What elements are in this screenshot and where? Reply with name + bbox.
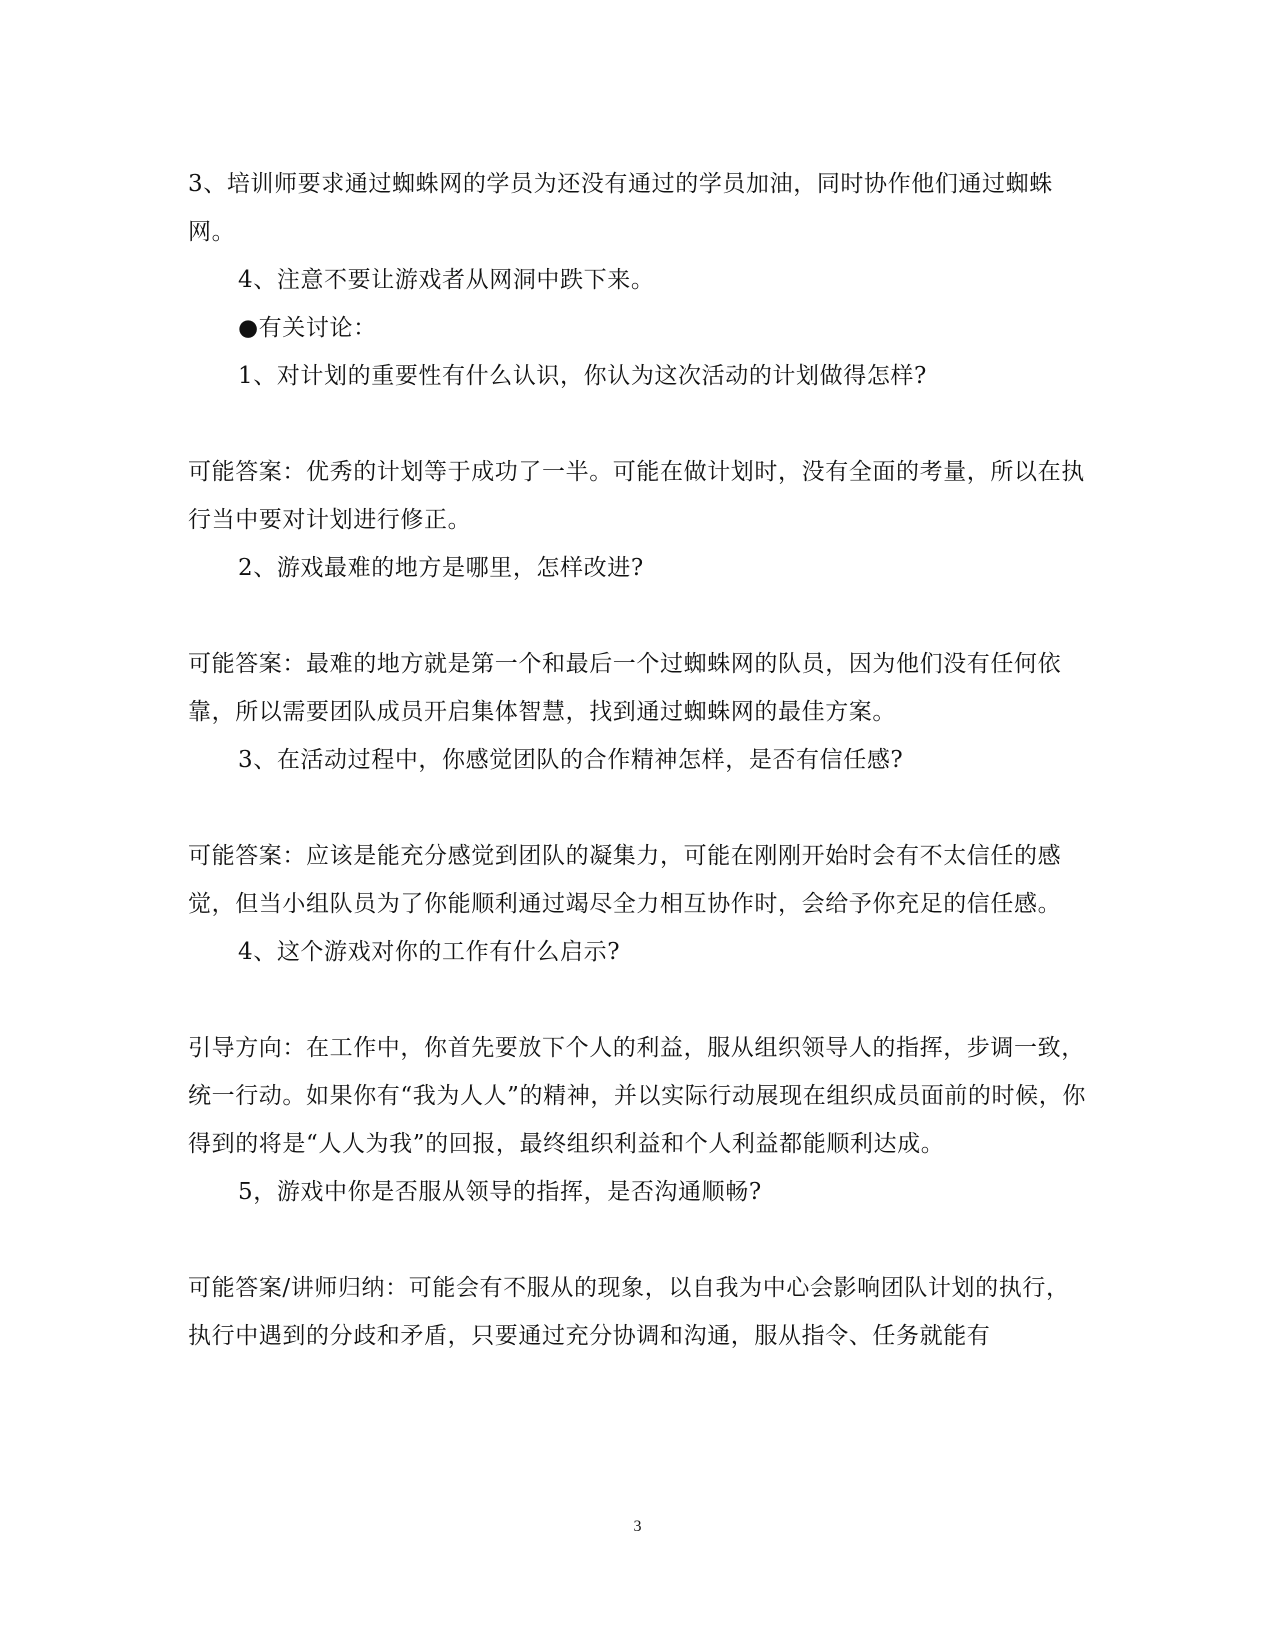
spacer bbox=[188, 784, 1088, 832]
answer: 可能答案：应该是能充分感觉到团队的凝集力，可能在刚刚开始时会有不太信任的感觉，但当小组队员为了你能顺利通过竭尽全力相互协作时，会给予你充足的信任感。 bbox=[188, 843, 1062, 917]
question: 1、对计划的重要性有什么认识，你认为这次活动的计划做得怎样? bbox=[238, 363, 927, 389]
page-number: 3 bbox=[633, 1518, 642, 1535]
spacer bbox=[188, 592, 1088, 640]
answer: 可能答案/讲师归纳：可能会有不服从的现象，以自我为中心会影响团队计划的执行，执行中遇到的分歧和矛盾，只要通过充分协调和沟通，服从指令、任务就能有 bbox=[188, 1275, 1070, 1349]
paragraph: 3、培训师要求通过蜘蛛网的学员为还没有通过的学员加油，同时协作他们通过蜘蛛网。 bbox=[188, 171, 1053, 245]
section-heading: ●有关讨论： bbox=[238, 315, 377, 341]
question: 5，游戏中你是否服从领导的指挥，是否沟通顺畅? bbox=[238, 1179, 762, 1205]
document-body bbox=[188, 160, 1088, 1360]
spacer bbox=[188, 1216, 1088, 1264]
question: 2、游戏最难的地方是哪里，怎样改进? bbox=[238, 555, 644, 581]
answer: 可能答案：最难的地方就是第一个和最后一个过蜘蛛网的队员，因为他们没有任何依靠，所以需要团队成员开启集体智慧，找到通过蜘蛛网的最佳方案。 bbox=[188, 651, 1062, 725]
answer: 可能答案：优秀的计划等于成功了一半。可能在做计划时，没有全面的考量，所以在执行当中要对计划进行修正。 bbox=[188, 459, 1085, 533]
question: 3、在活动过程中，你感觉团队的合作精神怎样，是否有信任感? bbox=[238, 747, 904, 773]
spacer bbox=[188, 400, 1088, 448]
answer: 引导方向：在工作中，你首先要放下个人的利益，服从组织领导人的指挥，步调一致，统一行动。如果你有“我为人人”的精神，并以实际行动展现在组织成员面前的时候，你得到的将是“人人为我”的回报，最终组织利益和个人利益都能顺利达成。 bbox=[188, 1035, 1086, 1157]
question: 4、这个游戏对你的工作有什么启示? bbox=[238, 939, 621, 965]
paragraph: 4、注意不要让游戏者从网洞中跌下来。 bbox=[238, 267, 655, 293]
spacer bbox=[188, 976, 1088, 1024]
